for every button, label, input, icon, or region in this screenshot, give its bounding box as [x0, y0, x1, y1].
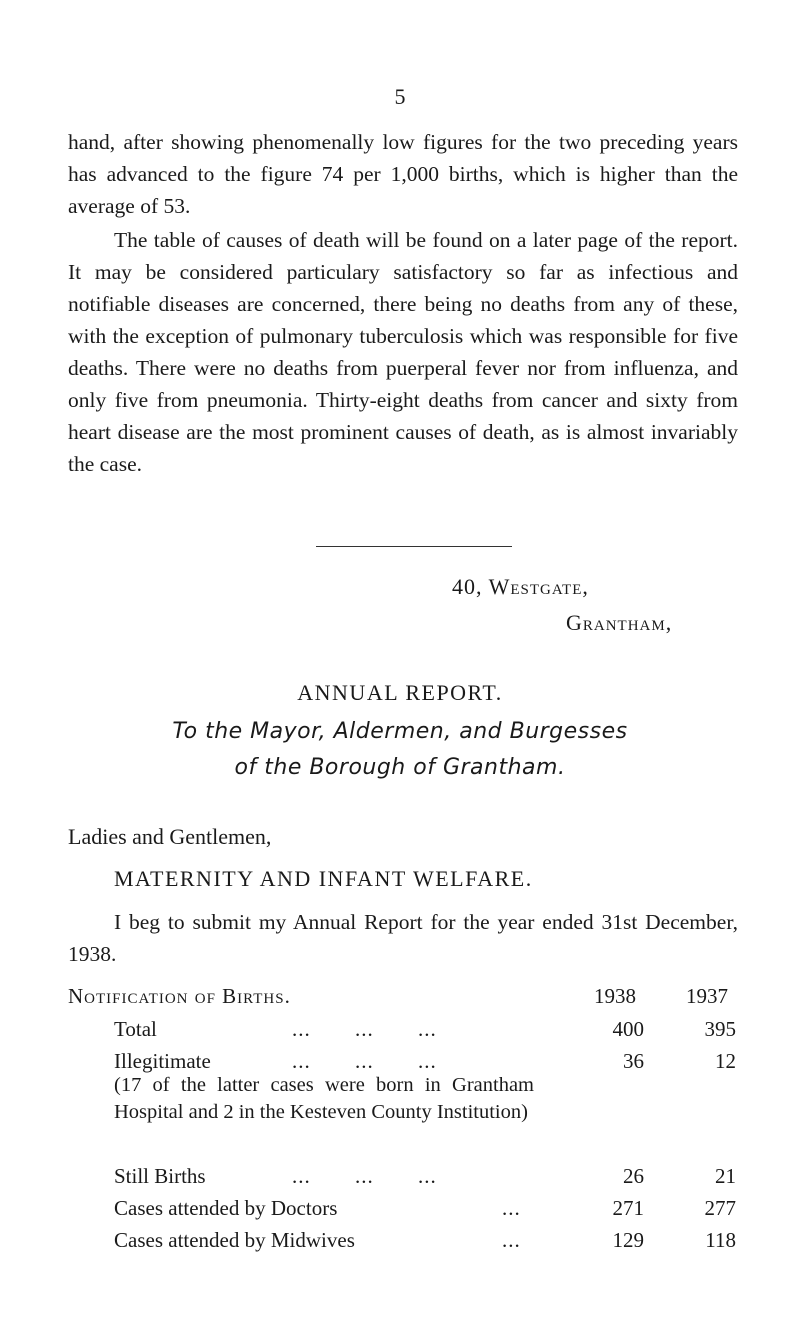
salutation: Ladies and Gentlemen,	[68, 824, 272, 849]
leader-dots: ... ... ...	[292, 1049, 437, 1073]
births-table-title: Notification of Births.	[68, 984, 291, 1008]
value-1937: 12	[715, 1049, 736, 1073]
page-number: 5	[394, 84, 406, 109]
table-row-label: Illegitimate	[114, 1049, 211, 1073]
intro-paragraph: I beg to submit my Annual Report for the year ended 31st December, 1938.	[68, 910, 738, 966]
table-row-label: Still Births	[114, 1164, 206, 1188]
addressee-line-1: To the Mayor, Aldermen, and Burgesses	[172, 719, 628, 744]
table-row-label: Cases attended by Doctors	[114, 1196, 338, 1220]
leader-dots: ... ... ...	[292, 1017, 437, 1041]
table-row-label: Total	[114, 1017, 157, 1041]
body-paragraph-2: The table of causes of death will be found on a later page of the report. It may be considered particulary satisfactory so far as infectious and notifiable diseases are concerned, there being no deaths from any of these, with the exception of pulmonary tuberculosis which was responsible for five deaths. There were no deaths from puerperal fever nor from influenza, and only five from pneumonia. Thirty-eight deaths from cancer and sixty from heart disease are the most prominent causes of death, as is almost invariably the case.	[68, 228, 738, 476]
year-header-1937: 1937	[686, 984, 728, 1008]
value-1937: 21	[715, 1164, 736, 1188]
section-divider	[316, 546, 512, 547]
value-1938: 129	[612, 1228, 644, 1252]
leader-dots: ...	[502, 1228, 521, 1252]
address-street: 40, Westgate,	[452, 574, 589, 599]
address-town: Grantham,	[566, 610, 673, 635]
value-1937: 395	[704, 1017, 736, 1041]
illegitimate-note: (17 of the latter cases were born in Grantham Hospital and 2 in the Kesteven County Institution)	[114, 1074, 534, 1123]
table-row-label: Cases attended by Midwives	[114, 1228, 355, 1252]
leader-dots: ... ... ...	[292, 1164, 437, 1188]
section-heading: MATERNITY AND INFANT WELFARE.	[114, 866, 533, 891]
addressee-block	[0, 714, 800, 786]
body-paragraph-1: hand, after showing phenomenally low figures for the two preceding years has advanced to the figure 74 per 1,000 births, which is higher than the average of 53.	[68, 130, 738, 218]
value-1938: 271	[612, 1196, 644, 1220]
year-header-1938: 1938	[594, 984, 636, 1008]
value-1937: 118	[705, 1228, 736, 1252]
addressee-line-2: of the Borough of Grantham.	[234, 755, 566, 780]
value-1938: 26	[623, 1164, 644, 1188]
report-title: ANNUAL REPORT.	[297, 680, 503, 705]
value-1937: 277	[704, 1196, 736, 1220]
value-1938: 400	[612, 1017, 644, 1041]
leader-dots: ...	[502, 1196, 521, 1220]
value-1938: 36	[623, 1049, 644, 1073]
